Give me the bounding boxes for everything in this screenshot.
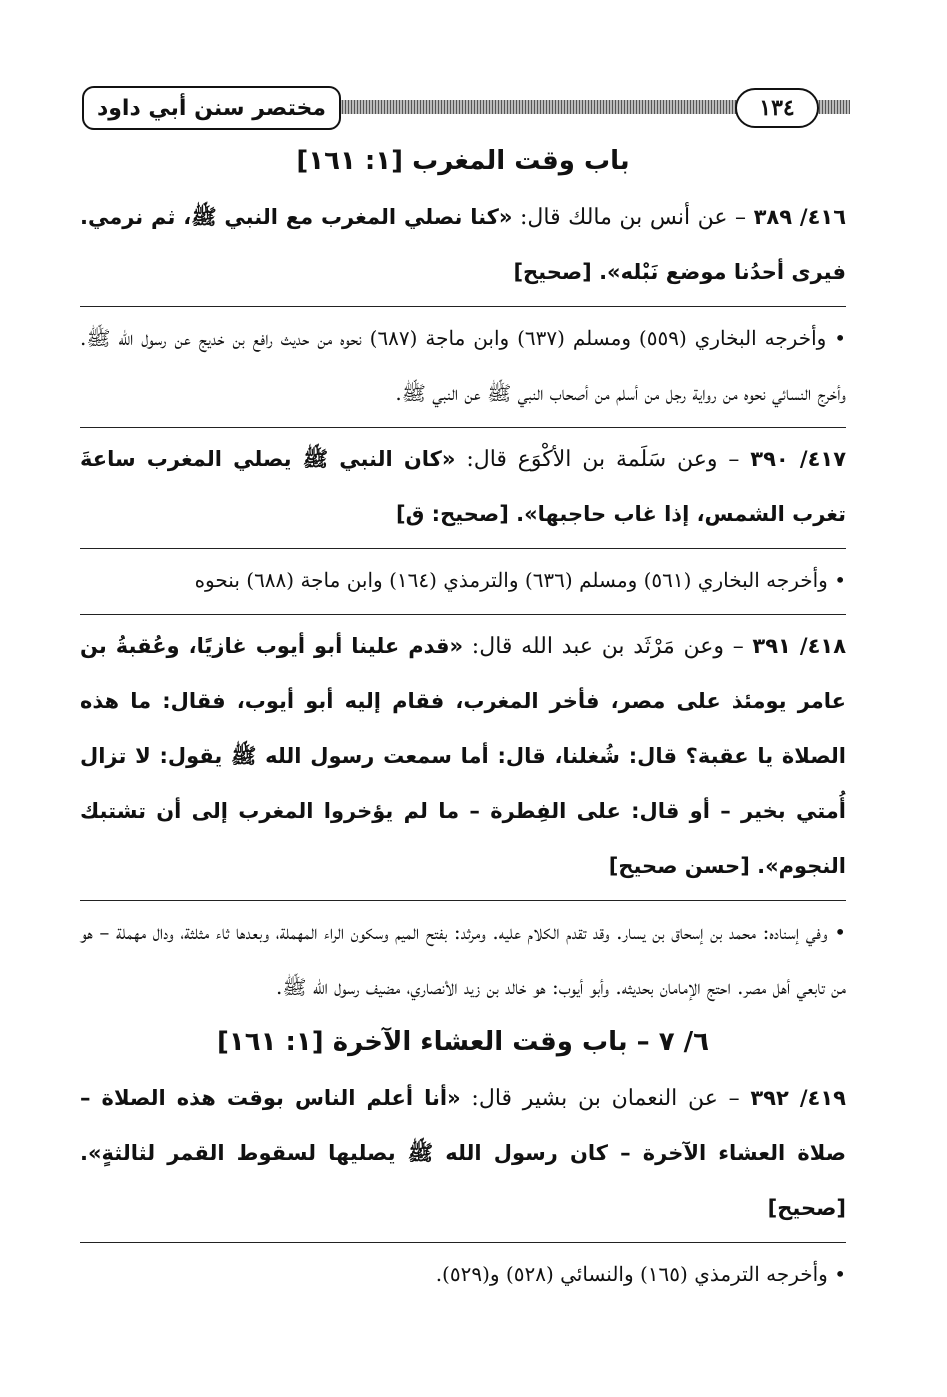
hadith-entry: [80, 1071, 846, 1236]
hadith-entry: [80, 190, 846, 300]
divider: [80, 548, 846, 549]
hadith-note: • وفي إسناده: محمد بن إسحاق بن يسار. وقد تقدم الكلام عليه. ومرثد: بفتح الميم وسكون الراء المهملة، وبعدها ثاء مثلثة، ودال مهملة – هو من تابعي أهل مصر. احتج الإمامان بحديثه. وأبو أيوب: هو خالد بن زيد الأنصاري، مضيف رسول الله ﷺ.: [80, 920, 846, 999]
hadith-number: ٤١٩/ ٣٩٢: [750, 1086, 846, 1110]
book-title-box: [82, 86, 341, 130]
divider: [80, 1242, 846, 1243]
divider: [80, 614, 846, 615]
page-content: [80, 138, 846, 1302]
hadith-note: • وأخرجه الترمذي (١٦٥) والنسائي (٥٢٨) و(٥٢٩).: [435, 1262, 846, 1286]
hadith-note: • وأخرجه البخاري (٥٦١) ومسلم (٦٣٦) والترمذي (١٦٤) وابن ماجة (٦٨٨) بنحوه: [194, 568, 846, 592]
hadith-text: «كنا نصلي المغرب مع النبي ﷺ، ثم نرمي. فيرى أحدُنا موضع نَبْله». [صحيح]: [80, 205, 846, 284]
hadith-intro: – وعن سَلَمة بن الأكْوَع قال:: [455, 447, 751, 472]
page-number: ١٣٤: [759, 95, 795, 121]
hadith-intro: – وعن مَرْثَد بن عبد الله قال:: [463, 634, 753, 659]
hadith-number: ٤١٧/ ٣٩٠: [750, 447, 847, 471]
page-header: [80, 86, 850, 130]
book-title: مختصر سنن أبي داود: [96, 95, 327, 121]
hadith-text: «قدم علينا أبو أيوب غازيًا، وعُقبةُ بن عامر يومئذ على مصر، فأخر المغرب، فقام إليه أبو أيوب، فقال: ما هذه الصلاة يا عقبة؟ قال: شُغلنا، قال: أما سمعت رسول الله ﷺ يقول: لا تزال أُمتي بخير – أو قال: على الفِطرة – ما لم يؤخروا المغرب إلى أن تشتبك النجوم». [حسن صحيح]: [80, 634, 846, 878]
section-heading: باب وقت المغرب [١: ١٦١]: [296, 146, 630, 176]
hadith-number: ٤١٨/ ٣٩١: [752, 634, 847, 658]
section-heading: ٦/ ٧ – باب وقت العشاء الآخرة [١: ١٦١]: [216, 1027, 710, 1057]
page-number-badge: [735, 88, 819, 128]
hadith-text: «كان النبي ﷺ يصلي المغرب ساعةَ تغرب الشمس، إذا غاب حاجبها». [صحيح: ق]: [80, 447, 846, 526]
hadith-number: ٤١٦/ ٣٨٩: [753, 205, 847, 229]
divider: [80, 900, 846, 901]
divider: [80, 427, 846, 428]
hadith-intro: – عن النعمان بن بشير قال:: [460, 1086, 751, 1111]
hadith-text: «أنا أعلم الناس بوقت هذه الصلاة – صلاة العشاء الآخرة – كان رسول الله ﷺ يصليها لسقوط القمر لثالثةٍ». [صحيح]: [80, 1086, 846, 1220]
hadith-note: • وأخرجه البخاري (٥٥٩) ومسلم (٦٣٧) وابن ماجة (٦٨٧) نحوه من حديث رافع بن خديج عن رسول الله ﷺ. وأخرج النسائي نحوه من رواية رجل من أسلم من أصحاب النبي ﷺ عن النبي ﷺ.: [80, 326, 847, 405]
divider: [80, 306, 846, 307]
hadith-intro: – عن أنس بن مالك قال:: [512, 205, 754, 230]
hadith-entry: [80, 432, 846, 542]
hadith-entry: [80, 619, 846, 894]
